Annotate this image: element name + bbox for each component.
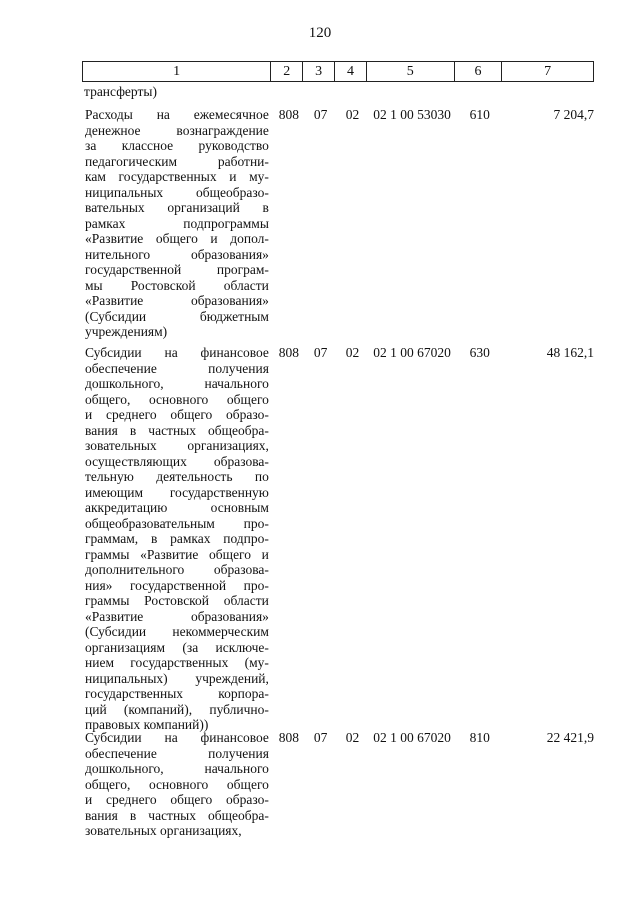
description-line: ниципальных общеобразо- (85, 184, 269, 200)
description-line: граммы «Развитие общего и (85, 546, 269, 562)
code-section: 07 (313, 345, 328, 360)
description-line: дошкольного, начального (85, 761, 269, 776)
description-line: аккредитацию основным (85, 500, 269, 515)
row-description (82, 345, 269, 733)
description-line: организациям (за исключе- (85, 639, 269, 655)
table-row (82, 107, 594, 340)
code-subsection: 02 (345, 730, 360, 745)
description-line: (Субсидии некоммерческим (85, 624, 269, 639)
amount: 22 421,9 (546, 730, 595, 745)
description-line: общего, основного общего (85, 391, 269, 407)
code-subsection: 02 (345, 107, 360, 122)
description-line: учреждениям) (85, 324, 168, 339)
description-line: Субсидии на финансовое (85, 730, 269, 745)
code-target-article: 02 1 00 53030 (373, 107, 451, 122)
header-col-3: 3 (303, 62, 335, 81)
description-line: граммам, в рамках подпро- (85, 531, 269, 546)
description-line: нием государственных (му- (85, 655, 269, 670)
code-ministry: 808 (278, 107, 299, 122)
description-line: за классное руководство (85, 138, 269, 153)
description-line: (Субсидии бюджетным (85, 308, 269, 324)
description-line: общего, основного общего (85, 776, 269, 792)
code-expense-type: 630 (469, 345, 490, 360)
description-line: «Развитие общего и допол- (85, 231, 269, 246)
description-line: тельную деятельность по (85, 469, 269, 484)
description-line: педагогическим работни- (85, 153, 269, 169)
description-line: осуществляющих образова- (85, 453, 269, 469)
description-line: дополнительного образова- (85, 562, 269, 577)
description-line: государственной програм- (85, 262, 269, 277)
code-expense-type: 810 (469, 730, 490, 745)
description-line: и среднего общего образо- (85, 792, 269, 807)
description-line: граммы Ростовской области (85, 593, 269, 608)
description-line: нительного образования» (85, 246, 269, 262)
header-col-7: 7 (544, 64, 552, 79)
description-line: мы Ростовской области (85, 277, 269, 293)
description-line: «Развитие образования» (85, 293, 269, 308)
description-line: ния» государственной про- (85, 577, 269, 593)
header-col-6: 6 (455, 62, 503, 81)
table-row (82, 730, 594, 839)
code-section: 07 (313, 730, 328, 745)
description-line: Расходы на ежемесячное (85, 107, 269, 122)
description-line: ниципальных) учреждений, (85, 670, 269, 686)
amount: 48 162,1 (546, 345, 595, 360)
table-row (82, 345, 594, 733)
continuation-text: трансферты) (84, 84, 157, 99)
description-line: вания в частных общеобра- (85, 422, 269, 438)
description-line: зовательных организациях, (85, 438, 269, 453)
header-col-5: 5 (367, 62, 455, 81)
code-section: 07 (313, 107, 328, 122)
header-col-1: 1 (83, 62, 271, 81)
description-line: вания в частных общеобра- (85, 807, 269, 823)
table-header (82, 61, 594, 82)
description-line: денежное вознаграждение (85, 122, 269, 138)
description-line: ций (компаний), публично- (85, 701, 269, 717)
code-target-article: 02 1 00 67020 (373, 730, 451, 745)
description-line: «Развитие образования» (85, 608, 269, 624)
description-line: вательных организаций в (85, 200, 269, 215)
header-col-2: 2 (271, 62, 303, 81)
description-line: государственных корпора- (85, 686, 269, 701)
description-line: рамках подпрограммы (85, 215, 269, 231)
description-line: имеющим государственную (85, 484, 269, 500)
row-description (82, 107, 269, 340)
code-ministry: 808 (278, 345, 299, 360)
row-description (82, 730, 269, 839)
description-line: общеобразовательным про- (85, 515, 269, 531)
description-line: зовательных организациях, (85, 823, 242, 838)
description-line: Субсидии на финансовое (85, 345, 269, 360)
description-line: и среднего общего образо- (85, 407, 269, 422)
page-number: 120 (308, 25, 332, 41)
amount: 7 204,7 (553, 107, 595, 122)
code-subsection: 02 (345, 345, 360, 360)
description-line: обеспечение получения (85, 745, 269, 761)
description-line: кам государственных и му- (85, 169, 269, 184)
description-line: обеспечение получения (85, 360, 269, 376)
description-line: правовых компаний)) (85, 717, 209, 732)
description-line: дошкольного, начального (85, 376, 269, 391)
code-expense-type: 610 (469, 107, 490, 122)
code-ministry: 808 (278, 730, 299, 745)
header-col-4: 4 (335, 62, 367, 81)
code-target-article: 02 1 00 67020 (373, 345, 451, 360)
